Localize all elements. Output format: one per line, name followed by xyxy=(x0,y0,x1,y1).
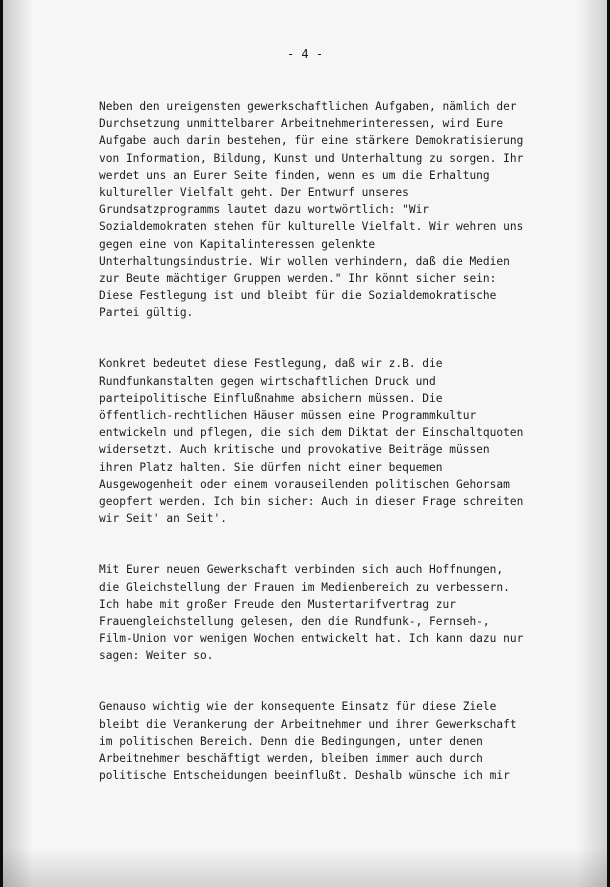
text-line: gegen eine von Kapitalinteressen gelenkte xyxy=(99,237,376,251)
text-line: ihren Platz halten. Sie dürfen nicht einer bequemen xyxy=(99,460,443,474)
paragraph xyxy=(99,355,579,527)
text-line: Genauso wichtig wie der konsequente Einsatz für diese Ziele xyxy=(99,700,497,714)
text-line: Diese Festlegung ist und bleibt für die Sozialdemokratische xyxy=(99,289,497,303)
document-body xyxy=(99,98,579,818)
text-line: geopfert werden. Ich bin sicher: Auch in dieser Frage schreiten xyxy=(99,494,524,508)
text-line: wir Seit' an Seit'. xyxy=(99,512,227,526)
text-line: Ich habe mit großer Freude den Mustertarifvertrag zur xyxy=(99,597,456,611)
text-line: Unterhaltungsindustrie. Wir wollen verhindern, daß die Medien xyxy=(99,254,510,268)
text-line: zur Beute mächtiger Gruppen werden." Ihr könnt sicher sein: xyxy=(99,271,497,285)
text-line: Neben den ureigensten gewerkschaftlichen Aufgaben, nämlich der xyxy=(99,100,517,113)
text-line: öffentlich-rechtlichen Häuser müssen eine Programmkultur xyxy=(99,409,477,422)
text-line: kultureller Vielfalt geht. Der Entwurf unseres xyxy=(99,185,409,199)
paragraph xyxy=(99,98,579,321)
text-line: im politischen Bereich. Denn die Bedingungen, unter denen xyxy=(99,734,483,748)
text-line: sagen: Weiter so. xyxy=(99,649,214,663)
text-line: politische Entscheidungen beeinflußt. Deshalb wünsche ich mir xyxy=(99,769,510,783)
text-line: Konkret bedeutet diese Festlegung, daß wir z.B. die xyxy=(99,357,443,371)
text-line: die Gleichstellung der Frauen im Medienbereich zu verbessern. xyxy=(99,580,510,594)
text-line: Aufgabe auch darin bestehen, für eine stärkere Demokratisierung xyxy=(99,134,524,148)
text-line: Grundsatzprogramms lautet dazu wortwörtlich: "Wir xyxy=(99,203,430,217)
text-line: Sozialdemokraten stehen für kulturelle Vielfalt. Wir wehren uns xyxy=(99,220,524,234)
scan-shadow-bottom xyxy=(3,847,607,887)
text-line: Frauengleichstellung gelesen, den die Rundfunk-, Fernseh-, xyxy=(99,614,490,628)
text-line: bleibt die Verankerung der Arbeitnehmer und ihrer Gewerkschaft xyxy=(99,717,517,731)
paragraph xyxy=(99,561,579,664)
page-number: - 4 - xyxy=(286,47,324,61)
paragraph xyxy=(99,698,579,784)
text-line: Mit Eurer neuen Gewerkschaft verbinden sich auch Hoffnungen, xyxy=(99,563,504,577)
text-line: Film-Union vor wenigen Wochen entwickelt hat. Ich kann dazu nur xyxy=(99,632,524,646)
text-line: Ausgewogenheit oder einem vorauseilenden politischen Gehorsam xyxy=(99,477,510,491)
scan-shadow-right xyxy=(577,0,607,887)
text-line: Rundfunkanstalten gegen wirtschaftlichen Druck und xyxy=(99,374,436,388)
text-line: Durchsetzung unmittelbarer Arbeitnehmerinteressen, wird Eure xyxy=(99,117,504,131)
text-line: widersetzt. Auch kritische und provokative Beiträge müssen xyxy=(99,443,490,457)
text-line: parteipolitische Einflußnahme absichern müssen. Die xyxy=(99,391,443,405)
scan-shadow-left xyxy=(3,0,33,887)
text-line: Partei gültig. xyxy=(99,306,194,320)
text-line: Arbeitnehmer beschäftigt werden, bleiben immer auch durch xyxy=(99,752,483,765)
text-line: werdet uns an Eurer Seite finden, wenn es um die Erhaltung xyxy=(99,168,490,182)
text-line: entwickeln und pflegen, die sich dem Diktat der Einschaltquoten xyxy=(99,426,524,440)
text-line: von Information, Bildung, Kunst und Unterhaltung zu sorgen. Ihr xyxy=(99,151,524,165)
